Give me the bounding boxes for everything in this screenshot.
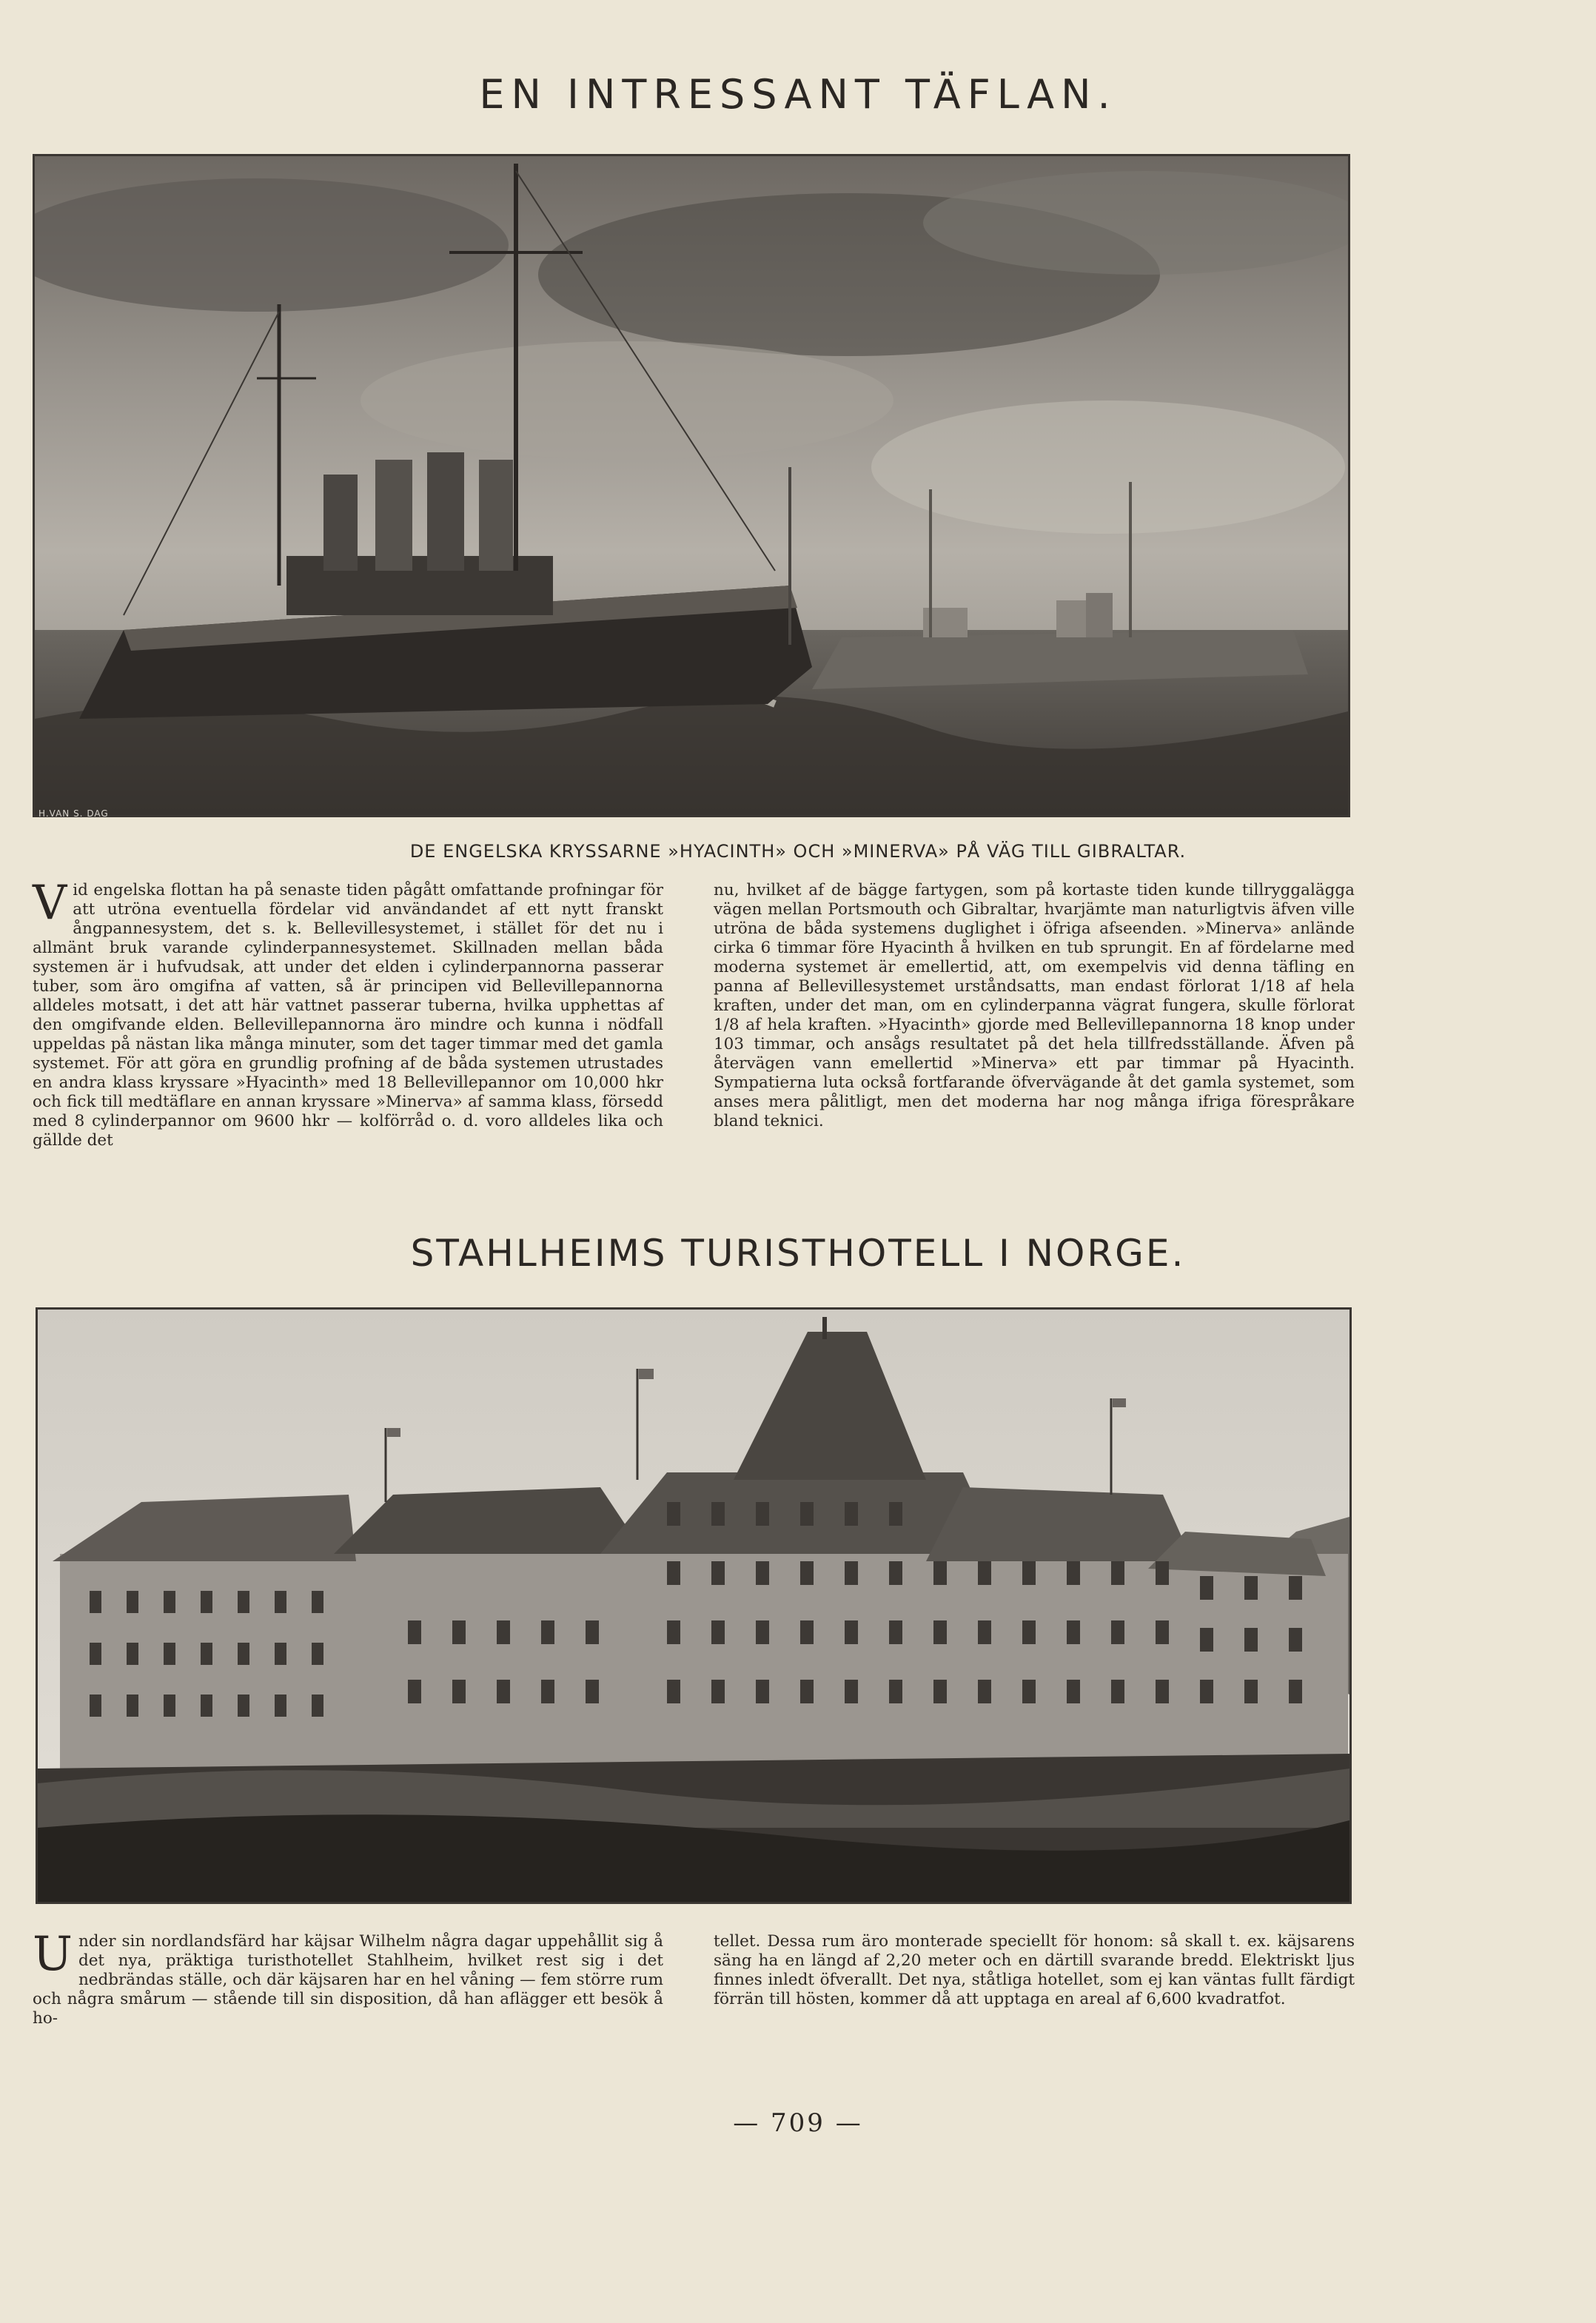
- article1-column-right: [714, 881, 1355, 1192]
- article2-text-right: tellet. Dessa rum äro monterade speciellt för honom: så skall t. ex. käjsarens säng ha en längd af 2,20 meter och en därtill svarande bredd. Elektriskt ljus finnes inledt öfverallt. Det nya, ståtliga hotellet, som ej kan väntas fullt färdigt förrän till hösten, kommer då att upptaga en areal af 6,600 kvadratfot.: [714, 1932, 1355, 2008]
- page-number: — 709 —: [733, 2108, 863, 2138]
- image-signature: H.VAN S. DAG: [38, 808, 109, 819]
- article1-text-left: id engelska flottan ha på senaste tiden pågått omfattande profningar för att utröna eventuella fördelar vid användandet af ett nytt franskt ångpannesystem, det s. k. Bellevillesystemet, i stället för det nu i allmänt bruk varande cylinderpannesystemet. Skillnaden mellan båda systemen är i hufvudsak, att under det elden i cylinderpannorna passerar tuber, som äro omgifna af vatten, så är principen vid Bellevillepannorna alldeles motsatt, i det att här vattnet passerar tuberna, hvilka upphettas af den omgifvande elden. Bellevillepannorna äro mindre och kunna i nödfall uppeldas på nästan lika många minuter, som det tager timmar med det gamla systemet. För att göra en grundlig profning af de båda systemen utrustades en andra klass kryssare »Hyacinth» med 18 Bellevillepannor om 10,000 hkr och fick till medtäflare en annan kryssare »Minerva» af samma klass, försedd med 8 cylinderpannor om 9600 hkr — kolförråd o. d. voro alldeles lika och gällde det: [33, 881, 663, 1150]
- article2-column-left: [33, 1927, 663, 2051]
- article-title-taflan: EN INTRESSANT TÄFLAN.: [479, 71, 1117, 118]
- hotel-photograph-icon: [38, 1310, 1349, 1902]
- warship-engraving-icon: [35, 156, 1348, 815]
- image-caption-ships: DE ENGELSKA KRYSSARNE »HYACINTH» OCH »MINERVA» PÅ VÄG TILL GIBRALTAR.: [409, 841, 1187, 862]
- warship-illustration: [33, 154, 1350, 817]
- article2-column-right: [714, 1932, 1355, 2051]
- article1-column-left: [33, 876, 663, 1207]
- article2-text-left: nder sin nordlandsfärd har käjsar Wilhelm några dagar uppehållit sig å det nya, präktiga turisthotellet Stahlheim, hvilket rest sig i det nedbrändas ställe, och där käjsaren har en hel våning — fem större rum och några smårum — stående till sin disposition, då han aflägger ett besök å ho-: [33, 1932, 663, 2028]
- article1-text-right: nu, hvilket af de bägge fartygen, som på kortaste tiden kunde tillryggalägga vägen mellan Portsmouth och Gibraltar, hvarjämte man naturligtvis äfven ville utröna de båda systemens duglighet i öfriga afseenden. »Minerva» anlände cirka 6 timmar före Hyacinth å hvilken en tub sprungit. En af fördelarne med moderna systemet är emellertid, att, om exempelvis vid denna täfling en panna af Bellevillesystemet urståndsatts, man endast förlorat 1/18 af hela kraften, under det man, om en cylinderpanna vägrat fungera, skulle förlorat 1/8 af hela kraften. »Hyacinth» gjorde med Bellevillepannorna 18 knop under 103 timmar, och ansågs resultatet på det hela tillfredsställande. Äfven på återvägen vann emellertid »Minerva» ett par timmar på Hyacinth. Sympatierna luta också fortfarande öfvervägande åt det gamla systemet, som anses mera pålitligt, men det moderna har nog många ifriga förespråkare bland teknici.: [714, 881, 1355, 1130]
- article-title-stahlheim: STAHLHEIMS TURISTHOTELL I NORGE.: [410, 1232, 1186, 1275]
- dropcap-u: U: [33, 1927, 73, 1982]
- hotel-photograph: [36, 1307, 1352, 1904]
- dropcap-v: V: [33, 876, 67, 931]
